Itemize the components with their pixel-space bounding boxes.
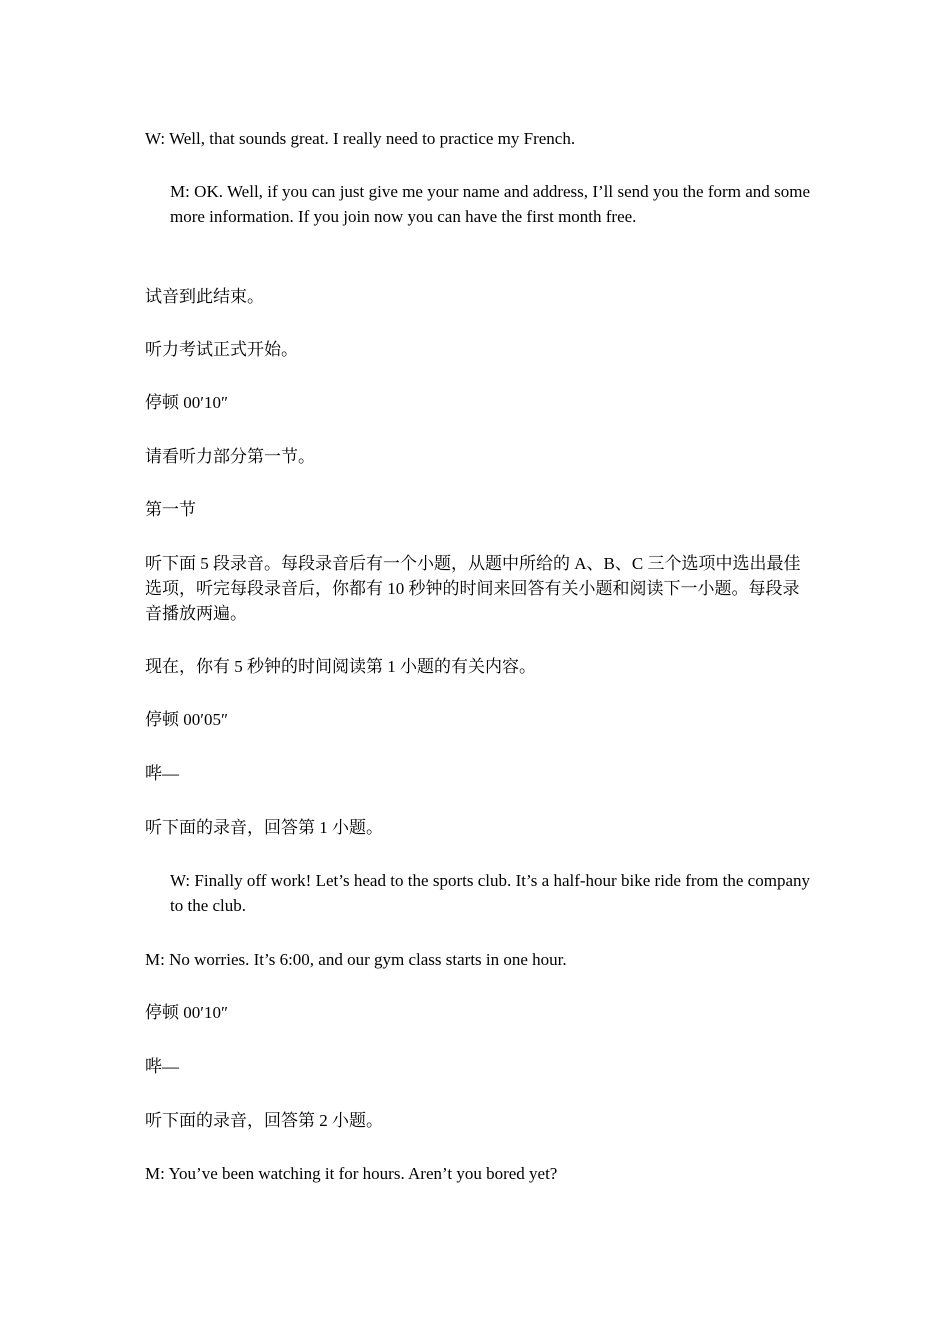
beep-marker: 哔— — [145, 1057, 179, 1076]
instruction-text: 试音到此结束。 — [145, 287, 264, 306]
dialogue-line: W: Finally off work! Let’s head to the sports club. It’s a half-hour bike ride from the company to the club. — [170, 871, 810, 915]
dialogue-line: M: No worries. It’s 6:00, and our gym class starts in one hour. — [145, 950, 567, 969]
section-heading: 第一节 — [145, 500, 196, 519]
instruction-text: 听力考试正式开始。 — [145, 340, 298, 359]
dialogue-line: W: Well, that sounds great. I really need to practice my French. — [145, 129, 576, 148]
instruction-text: 听下面的录音，回答第 2 小题。 — [145, 1111, 383, 1130]
instruction-text: 听下面的录音，回答第 1 小题。 — [145, 818, 383, 837]
instruction-text: 请看听力部分第一节。 — [145, 447, 315, 466]
pause-marker: 停顿 00′10″ — [145, 1003, 229, 1022]
beep-marker: 哔— — [145, 764, 179, 783]
pause-marker: 停顿 00′05″ — [145, 710, 229, 729]
pause-marker: 停顿 00′10″ — [145, 393, 229, 412]
instruction-text: 现在，你有 5 秒钟的时间阅读第 1 小题的有关内容。 — [145, 657, 536, 676]
dialogue-line: M: OK. Well, if you can just give me your name and address, I’ll send you the form and some more information. If you join now you can have the first month free. — [170, 182, 810, 226]
instruction-text: 听下面 5 段录音。每段录音后有一个小题，从题中所给的 A、B、C 三个选项中选出最佳选项，听完每段录音后，你都有 10 秒钟的时间来回答有关小题和阅读下一小题。每段录音播放两遍。 — [145, 554, 801, 623]
dialogue-line: M: You’ve been watching it for hours. Aren’t you bored yet? — [145, 1164, 558, 1183]
